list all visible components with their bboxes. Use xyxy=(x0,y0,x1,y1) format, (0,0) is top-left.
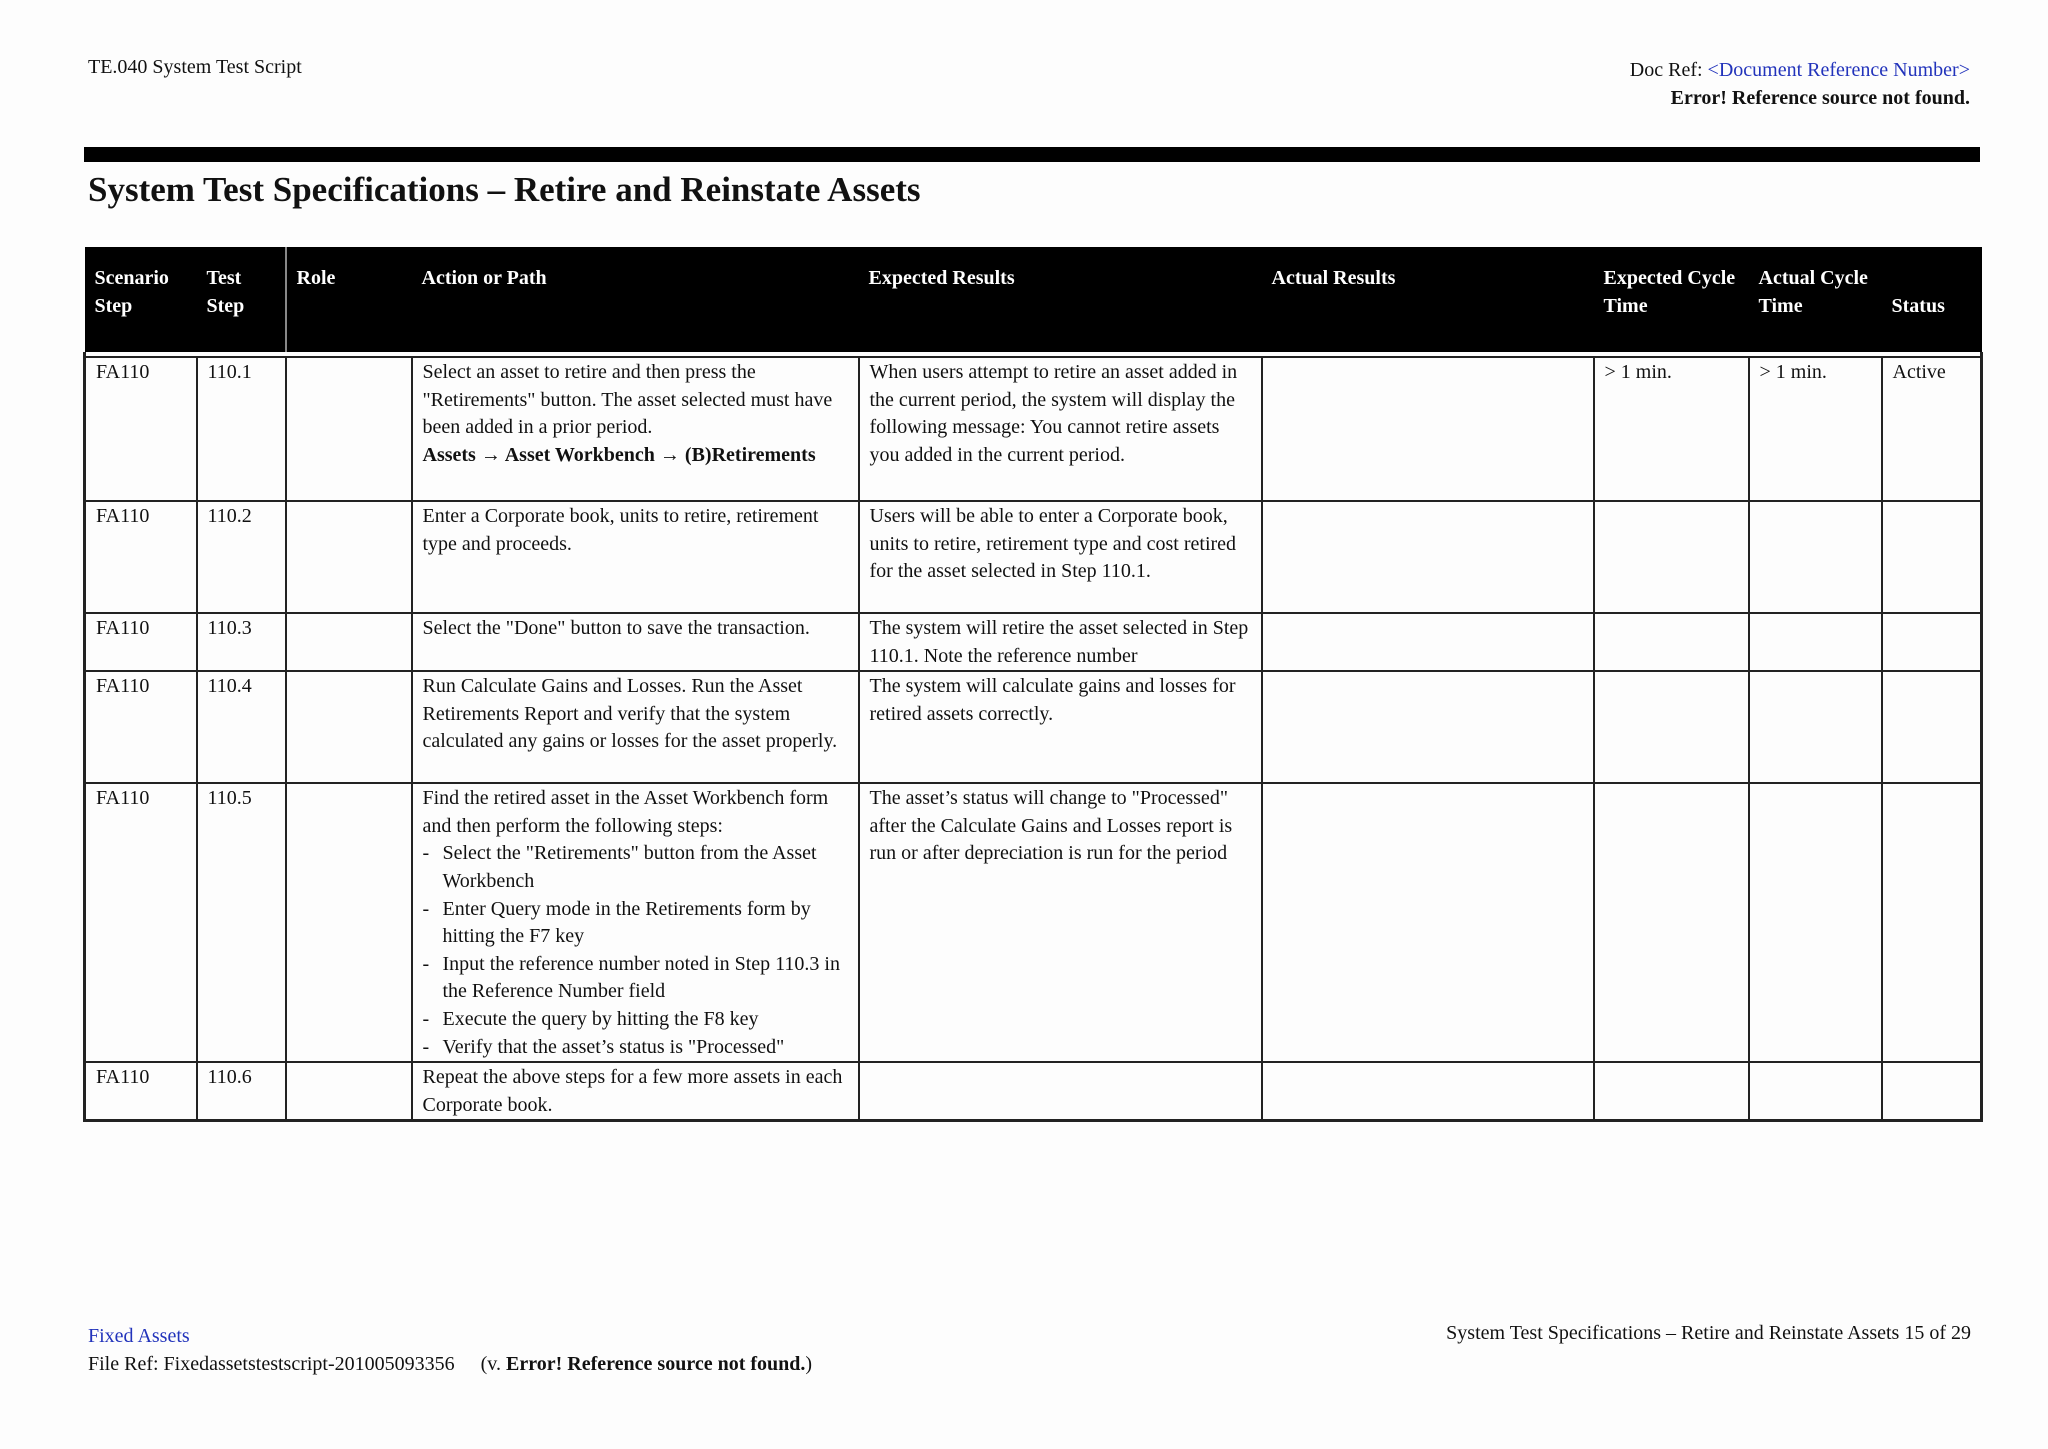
cell-actual xyxy=(1262,501,1594,613)
table-row xyxy=(85,357,1982,501)
cell-actual-cycle xyxy=(1749,783,1882,1062)
cell-role xyxy=(286,1062,412,1121)
cell-role xyxy=(286,357,412,501)
cell-scenario: FA110 xyxy=(85,357,197,501)
table-row xyxy=(85,1062,1982,1121)
header-actual-results: Actual Results xyxy=(1262,247,1594,352)
cell-test-step: 110.6 xyxy=(197,1062,286,1121)
cell-actual xyxy=(1262,783,1594,1062)
cell-actual xyxy=(1262,357,1594,501)
cell-test-step: 110.1 xyxy=(197,357,286,501)
footer-version-prefix: (v. xyxy=(480,1353,507,1375)
cell-action: Select the "Done" button to save the transaction. xyxy=(412,613,859,671)
cell-expected-cycle xyxy=(1594,613,1749,671)
cell-status xyxy=(1882,1062,1982,1121)
header-scenario-step: Scenario Step xyxy=(85,247,197,352)
cell-role xyxy=(286,501,412,613)
footer-version-suffix: ) xyxy=(805,1353,813,1375)
table-header-row xyxy=(85,247,1982,352)
header-rule xyxy=(84,147,1980,162)
header-status: Status xyxy=(1882,247,1982,352)
cell-role xyxy=(286,783,412,1062)
cell-expected-cycle: > 1 min. xyxy=(1594,357,1749,501)
cell-action: Enter a Corporate book, units to retire, retirement type and proceeds. xyxy=(412,501,859,613)
test-spec-table xyxy=(83,247,1983,1122)
action-text: Find the retired asset in the Asset Workbench form and then perform the following steps: xyxy=(422,787,829,837)
footer-page-info: System Test Specifications – Retire and Reinstate Assets 15 of 29 xyxy=(1446,1322,1971,1344)
footer-version-error: Error! Reference source not found. xyxy=(506,1353,806,1375)
header-test-step: Test Step xyxy=(197,247,286,352)
cell-scenario: FA110 xyxy=(85,783,197,1062)
cell-status xyxy=(1882,671,1982,783)
cell-role xyxy=(286,613,412,671)
cell-expected-cycle xyxy=(1594,1062,1749,1121)
navigation-path: Assets → Asset Workbench → (B)Retirements xyxy=(422,443,816,466)
cell-status xyxy=(1882,501,1982,613)
cell-expected: When users attempt to retire an asset added in the current period, the system will display the following message: You cannot retire assets you added in the current period. xyxy=(859,357,1262,501)
cell-scenario: FA110 xyxy=(85,1062,197,1121)
header-expected-cycle-time: Expected Cycle Time xyxy=(1594,247,1749,352)
cell-action: Repeat the above steps for a few more assets in each Corporate book. xyxy=(412,1062,859,1121)
cell-action xyxy=(412,783,859,1062)
footer-module-link[interactable]: Fixed Assets xyxy=(88,1325,190,1347)
header-actual-cycle-time: Actual Cycle Time xyxy=(1749,247,1882,352)
document-title: TE.040 System Test Script xyxy=(88,56,302,78)
cell-actual-cycle: > 1 min. xyxy=(1749,357,1882,501)
cell-status xyxy=(1882,783,1982,1062)
header-expected-results: Expected Results xyxy=(859,247,1262,352)
table-row xyxy=(85,613,1982,671)
header-role: Role xyxy=(286,247,412,352)
doc-ref-label: Doc Ref: xyxy=(1629,59,1708,81)
cell-expected-cycle xyxy=(1594,783,1749,1062)
cell-actual-cycle xyxy=(1749,501,1882,613)
header-action: Action or Path xyxy=(412,247,859,352)
cell-scenario: FA110 xyxy=(85,501,197,613)
table-row xyxy=(85,671,1982,783)
cell-role xyxy=(286,671,412,783)
cell-expected xyxy=(859,1062,1262,1121)
cell-action: Run Calculate Gains and Losses. Run the Asset Retirements Report and verify that the system calculated any gains or losses for the asset properly. xyxy=(412,671,859,783)
table-row xyxy=(85,783,1982,1062)
doc-ref-block xyxy=(1630,56,1970,112)
cell-status xyxy=(1882,613,1982,671)
footer-left xyxy=(88,1322,812,1378)
cell-test-step: 110.5 xyxy=(197,783,286,1062)
cell-expected: Users will be able to enter a Corporate book, units to retire, retirement type and cost retired for the asset selected in Step 110.1. xyxy=(859,501,1262,613)
page-title: System Test Specifications – Retire and Reinstate Assets xyxy=(88,170,921,209)
action-text: Select an asset to retire and then press the "Retirements" button. The asset selected must have been added in a prior period. xyxy=(422,361,833,439)
cell-test-step: 110.3 xyxy=(197,613,286,671)
table-row xyxy=(85,501,1982,613)
cell-action xyxy=(412,357,859,501)
cell-expected: The system will retire the asset selected in Step 110.1. Note the reference number xyxy=(859,613,1262,671)
cell-actual-cycle xyxy=(1749,613,1882,671)
cell-expected: The system will calculate gains and losses for retired assets correctly. xyxy=(859,671,1262,783)
cell-status: Active xyxy=(1882,357,1982,501)
cell-actual xyxy=(1262,1062,1594,1121)
cell-actual xyxy=(1262,671,1594,783)
action-steps-list xyxy=(423,840,848,1061)
list-item: - Select the "Retirements" button from the Asset Workbench xyxy=(423,840,848,895)
list-item: - Execute the query by hitting the F8 key xyxy=(423,1006,848,1034)
doc-ref-link[interactable]: <Document Reference Number> xyxy=(1707,59,1970,81)
footer-file-ref: File Ref: Fixedassetstestscript-201005093356 xyxy=(88,1353,455,1375)
cell-test-step: 110.2 xyxy=(197,501,286,613)
reference-error: Error! Reference source not found. xyxy=(1670,87,1970,109)
cell-actual-cycle xyxy=(1749,1062,1882,1121)
cell-actual-cycle xyxy=(1749,671,1882,783)
cell-expected-cycle xyxy=(1594,501,1749,613)
list-item: - Enter Query mode in the Retirements form by hitting the F7 key xyxy=(423,896,848,951)
list-item: - Input the reference number noted in Step 110.3 in the Reference Number field xyxy=(423,951,848,1006)
cell-expected-cycle xyxy=(1594,671,1749,783)
list-item: - Verify that the asset’s status is "Processed" xyxy=(423,1034,848,1062)
cell-test-step: 110.4 xyxy=(197,671,286,783)
cell-scenario: FA110 xyxy=(85,671,197,783)
cell-scenario: FA110 xyxy=(85,613,197,671)
doc-ref-line xyxy=(1630,56,1970,84)
cell-expected: The asset’s status will change to "Processed" after the Calculate Gains and Losses report is run or after depreciation is run for the period xyxy=(859,783,1262,1062)
cell-actual xyxy=(1262,613,1594,671)
footer-file-ref-line xyxy=(88,1350,812,1378)
